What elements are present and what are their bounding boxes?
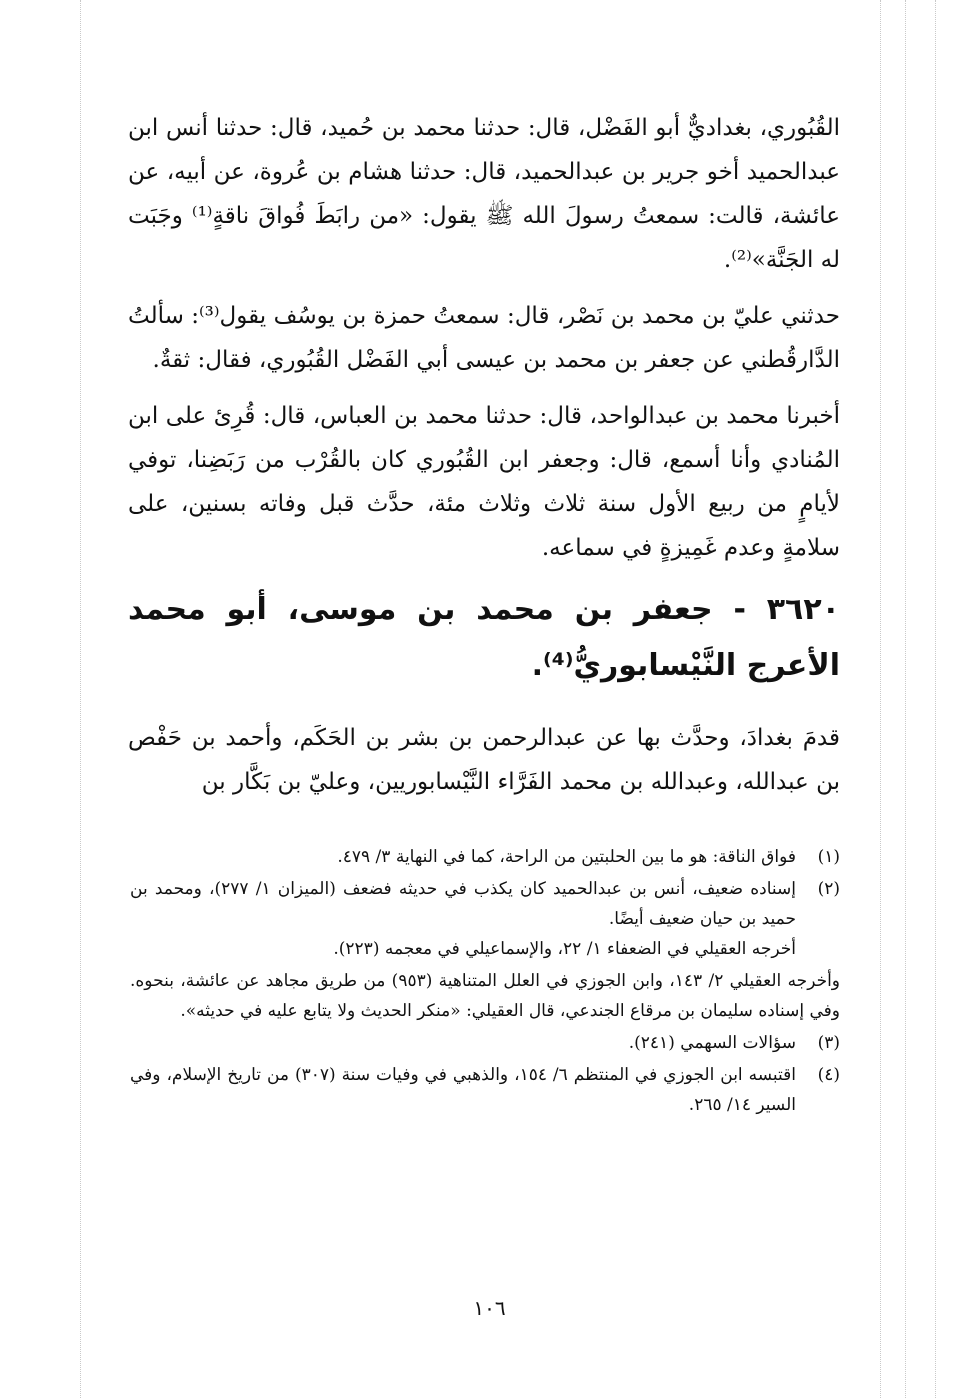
scan-artifact-line xyxy=(935,0,936,1398)
entry-heading: ٣٦٢٠ - جعفر بن محمد بن موسى، أبو محمد الأعرج النَّيْسابوريُّ⁽⁴⁾. xyxy=(128,592,840,683)
footnote-text: وأخرجه العقيلي ٢/ ١٤٣، وابن الجوزي في العلل المتناهية (٩٥٣) من طريق مجاهد عن عائشة، بنحوه. وفي إسناده سليمان بن مرقاع الجندعي، قال العقيلي: «منكر الحديث ولا يتابع عليه في حديثه». xyxy=(130,971,841,1021)
page-number: ١٠٦ xyxy=(473,1296,506,1320)
footnote-continuation xyxy=(130,966,840,1026)
footnote-number: (٣) xyxy=(817,1033,840,1053)
paragraph-4: قدمَ بغدادَ، وحدَّث بها عن عبدالرحمن بن بشر بن الحَكَم، وأحمد بن حَفْص بن عبدالله، وعبدالله بن محمد الفَرَّاء النَّيْسابوريين، وعليّ بن بَكَّار بن xyxy=(128,725,840,795)
footnote-number: (٢) xyxy=(817,879,840,899)
paragraph-3: أخبرنا محمد بن عبدالواحد، قال: حدثنا محمد بن العباس، قال: قُرِئ على ابن المُنادي وأنا أسمع، قال: وجعفر ابن القُبُوري كان بالقُرْب من رَبَضِنا، توفي لأيامٍ من ربيع الأول سنة ثلاث وثلاث مئة، حدَّث قبل وفاته بسنين، على سلامةٍ وعدم غَمِيزةٍ في سماعه. xyxy=(128,403,840,561)
footnote xyxy=(130,842,840,872)
footnote-number: (١) xyxy=(817,847,840,867)
scan-artifact-line xyxy=(880,0,881,1398)
footnote-text: إسناده ضعيف، أنس بن عبدالحميد كان يكذب في حديثه فضعف (الميزان ١/ ٢٧٧)، ومحمد بن حميد بن حيان ضعيف أيضًا. xyxy=(130,879,796,929)
footnote-text: أخرجه العقيلي في الضعفاء ١/ ٢٢، والإسماعيلي في معجمه (٢٢٣). xyxy=(333,939,796,959)
footnote xyxy=(130,874,840,964)
paragraph-2: حدثني عليّ بن محمد بن نَصْر، قال: سمعتُ حمزة بن يوسُف يقول⁽³⁾: سألتُ الدَّارقُطني عن جعفر بن محمد بن عيسى أبي الفَضْل القُبُوري، فقال: ثقةٌ. xyxy=(128,303,840,373)
scan-artifact-line xyxy=(905,0,906,1398)
footnote-text: سؤالات السهمي (٢٤١). xyxy=(628,1033,796,1053)
footnotes xyxy=(130,842,840,1122)
footnote-number: (٤) xyxy=(817,1065,840,1085)
footnote xyxy=(130,1028,840,1058)
scan-artifact-line xyxy=(80,0,81,1398)
footnote-text: فواق الناقة: هو ما بين الحلبتين من الراحة، كما في النهاية ٣/ ٤٧٩. xyxy=(337,847,796,867)
footnote xyxy=(130,1060,840,1120)
paragraph-1: القُبُوري، بغداديٌّ أبو الفَضْل، قال: حدثنا محمد بن حُميد، قال: حدثنا أنس ابن عبدالحميد أخو جرير بن عبدالحميد، قال: حدثنا هشام بن عُروة، عن أبيه، عن عائشة، قالت: سمعتُ رسولَ الله ﷺ يقول: «من رابَطَ فُواقَ ناقةٍ⁽¹⁾ وجَبَت له الجَنَّة»⁽²⁾. xyxy=(128,115,840,273)
main-text xyxy=(128,100,840,816)
footnote-text: اقتبسه ابن الجوزي في المنتظم ٦/ ١٥٤، والذهبي في وفيات سنة (٣٠٧) من تاريخ الإسلام، وفي السير ١٤/ ٢٦٥. xyxy=(130,1065,796,1115)
